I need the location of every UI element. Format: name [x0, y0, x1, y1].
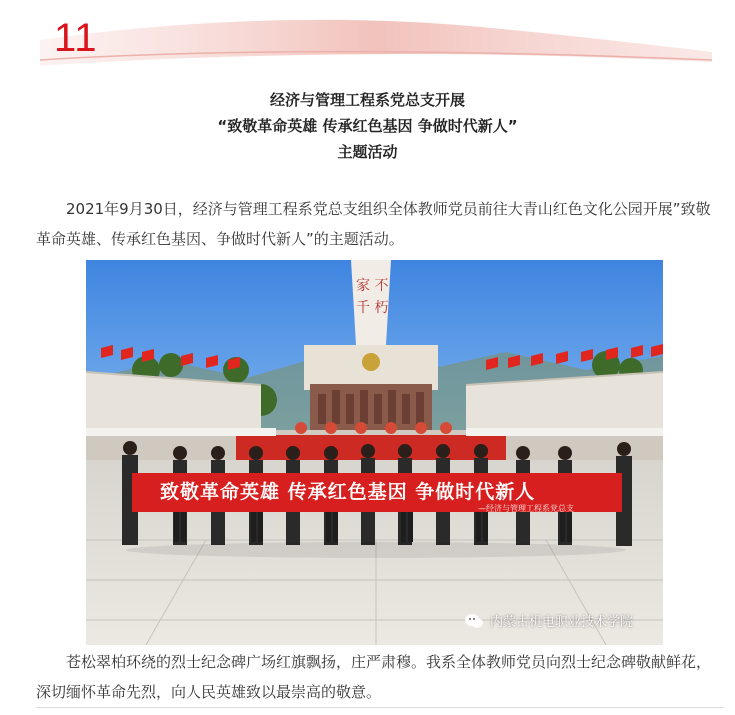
section-number: 11: [54, 16, 98, 60]
closing-paragraph: 苍松翠柏环绕的烈士纪念碑广场红旗飘扬，庄严肃穆。我系全体教师党员向烈士纪念碑敬献鲜花，深切缅怀革命先烈，向人民英雄致以最崇高的敬意。: [36, 653, 712, 701]
divider: [36, 707, 724, 708]
title-line-1: 经济与管理工程系党总支开展: [269, 91, 465, 109]
group-photo: [86, 260, 663, 645]
photo-watermark: [464, 611, 633, 630]
watermark-text: 内蒙古机电职业技术学院: [490, 615, 634, 630]
svg-text:千 朽: 千 朽: [356, 300, 389, 316]
svg-text:家 不: 家 不: [356, 278, 389, 294]
section-header: [0, 0, 735, 72]
photo-scene: [86, 260, 663, 645]
banner-subtext: —经济与管理工程系党总支: [478, 504, 574, 513]
banner-slogan: 致敬革命英雄 传承红色基因 争做时代新人: [160, 481, 536, 503]
intro-paragraph: 2021年9月30日，经济与管理工程系党总支组织全体教师党员前往大青山红色文化公园开展”致敬革命英雄、传承红色基因、争做时代新人”的主题活动。: [36, 200, 711, 248]
title-line-2: “致敬革命英雄 传承红色基因 争做时代新人”: [217, 117, 518, 135]
title-line-3: 主题活动: [337, 143, 398, 161]
article-title: [0, 87, 735, 165]
wechat-icon: [464, 613, 484, 629]
header-swoosh: [0, 0, 735, 72]
